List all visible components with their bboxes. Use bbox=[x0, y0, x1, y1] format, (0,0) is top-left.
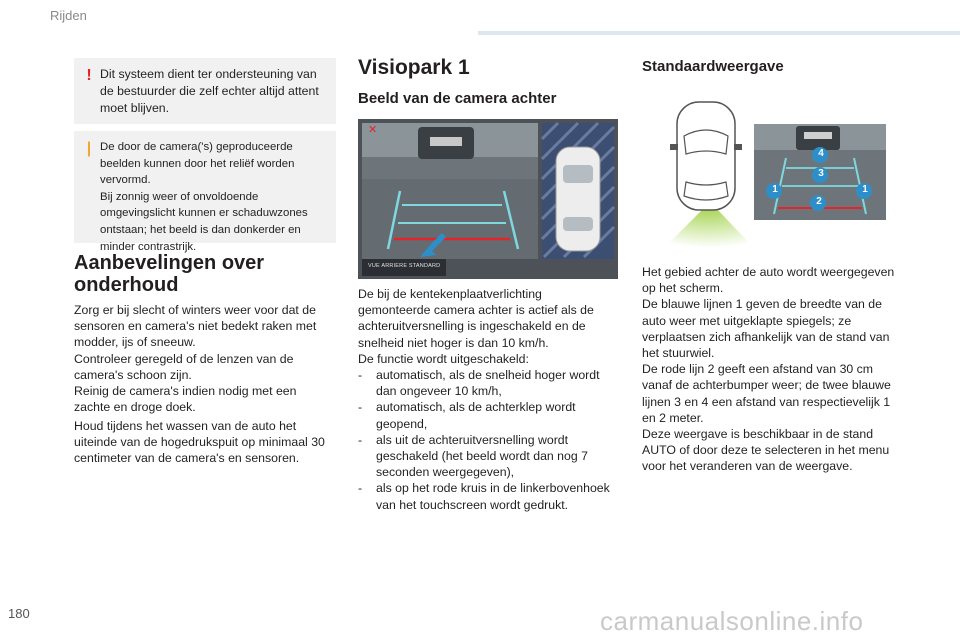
standard-view-title: Standaardweergave bbox=[642, 58, 784, 75]
list-item: - automatisch, als de achterklep wordt geopend, bbox=[358, 399, 616, 431]
marker-1-right: 1 bbox=[862, 184, 868, 195]
visiopark-title: Visiopark 1 bbox=[358, 56, 470, 79]
warning-text: Dit systeem dient ter ondersteuning van de bestuurder die zelf echter altijd attent moet blijven. bbox=[100, 67, 319, 115]
marker-4: 4 bbox=[818, 148, 824, 159]
rear-camera-screen-illustration bbox=[358, 119, 618, 279]
marker-1-left: 1 bbox=[772, 184, 778, 195]
standard-view-text: Het gebied achter de auto wordt weergegeven op het scherm. De blauwe lijnen 1 geven de breedte van de auto weer met uitgeklapte spiegels; ze verplaatsen zich afhankelijk van de stand van het stuurwiel. De rode lijn 2 geeft een afstand van 30 cm vanaf de achterbumper weer; de twee blauwe lijnen 3 en 4 een afstand van respectievelijk 1 en 2 meter. Deze weergave is beschikbaar in de stand AUTO of door deze te selecteren in het menu voor het veranderen van de weergave. bbox=[642, 265, 895, 474]
visiopark-intro: De bij de kentekenplaatverlichting gemonteerde camera achter is actief als de achteruitversnelling is ingeschakeld en de snelheid niet hoger is dan 10 km/h. De functie wordt uitgeschakeld: bbox=[358, 287, 594, 366]
screen-label: VUE ARRIERE STANDARD bbox=[368, 263, 441, 269]
info-box bbox=[74, 131, 336, 253]
watermark: carmanualsonline.info bbox=[600, 606, 864, 636]
warning-exclamation-icon: ! bbox=[86, 67, 92, 84]
standard-view-svg bbox=[644, 96, 894, 248]
close-cross-icon: ✕ bbox=[368, 123, 378, 136]
info-text bbox=[100, 139, 328, 255]
camera-view-svg bbox=[358, 119, 618, 279]
maintenance-title: Aanbevelingen over onderhoud bbox=[74, 252, 265, 296]
marker-3: 3 bbox=[818, 168, 824, 179]
list-item: - automatisch, als de snelheid hoger wordt dan ongeveer 10 km/h, bbox=[358, 367, 616, 399]
warning-box bbox=[74, 58, 336, 124]
rear-camera-subtitle: Beeld van de camera achter bbox=[358, 90, 557, 107]
standard-view-illustration bbox=[644, 96, 894, 248]
chapter-title: Rijden bbox=[50, 8, 87, 23]
marker-2: 2 bbox=[816, 196, 822, 207]
maintenance-para-2: Houd tijdens het wassen van de auto het uiteinde van de hogedrukspuit op minimaal 30 centimeter van de camera's en sensoren. bbox=[74, 419, 325, 466]
list-item: - als op het rode kruis in de linkerbovenhoek van het touchscreen wordt gedrukt. bbox=[358, 480, 616, 512]
page-number: 180 bbox=[8, 606, 30, 621]
info-line-2: Bij zonnig weer of onvoldoende omgevingslicht kunnen er schaduwzones ontstaan; het beeld is dan donkerder en minder contrastrijk. bbox=[100, 190, 308, 253]
list-item: - als uit de achteruitversnelling wordt geschakeld (het beeld wordt dan nog 7 seconden weergegeven), bbox=[358, 432, 616, 481]
info-bar-icon: | bbox=[86, 140, 92, 157]
header-bar bbox=[478, 31, 960, 35]
info-line-1: De door de camera('s) geproduceerde beelden kunnen door het reliëf worden vervormd. bbox=[100, 141, 295, 187]
maintenance-para-1: Zorg er bij slecht of winters weer voor dat de sensoren en camera's niet bedekt raken met modder, ijs of sneeuw. Controleer geregeld of de lenzen van de camera's schoon zijn. Reinig de camera's indien nodig met een zachte en droge doek. bbox=[74, 303, 317, 415]
deactivation-list bbox=[358, 367, 616, 513]
